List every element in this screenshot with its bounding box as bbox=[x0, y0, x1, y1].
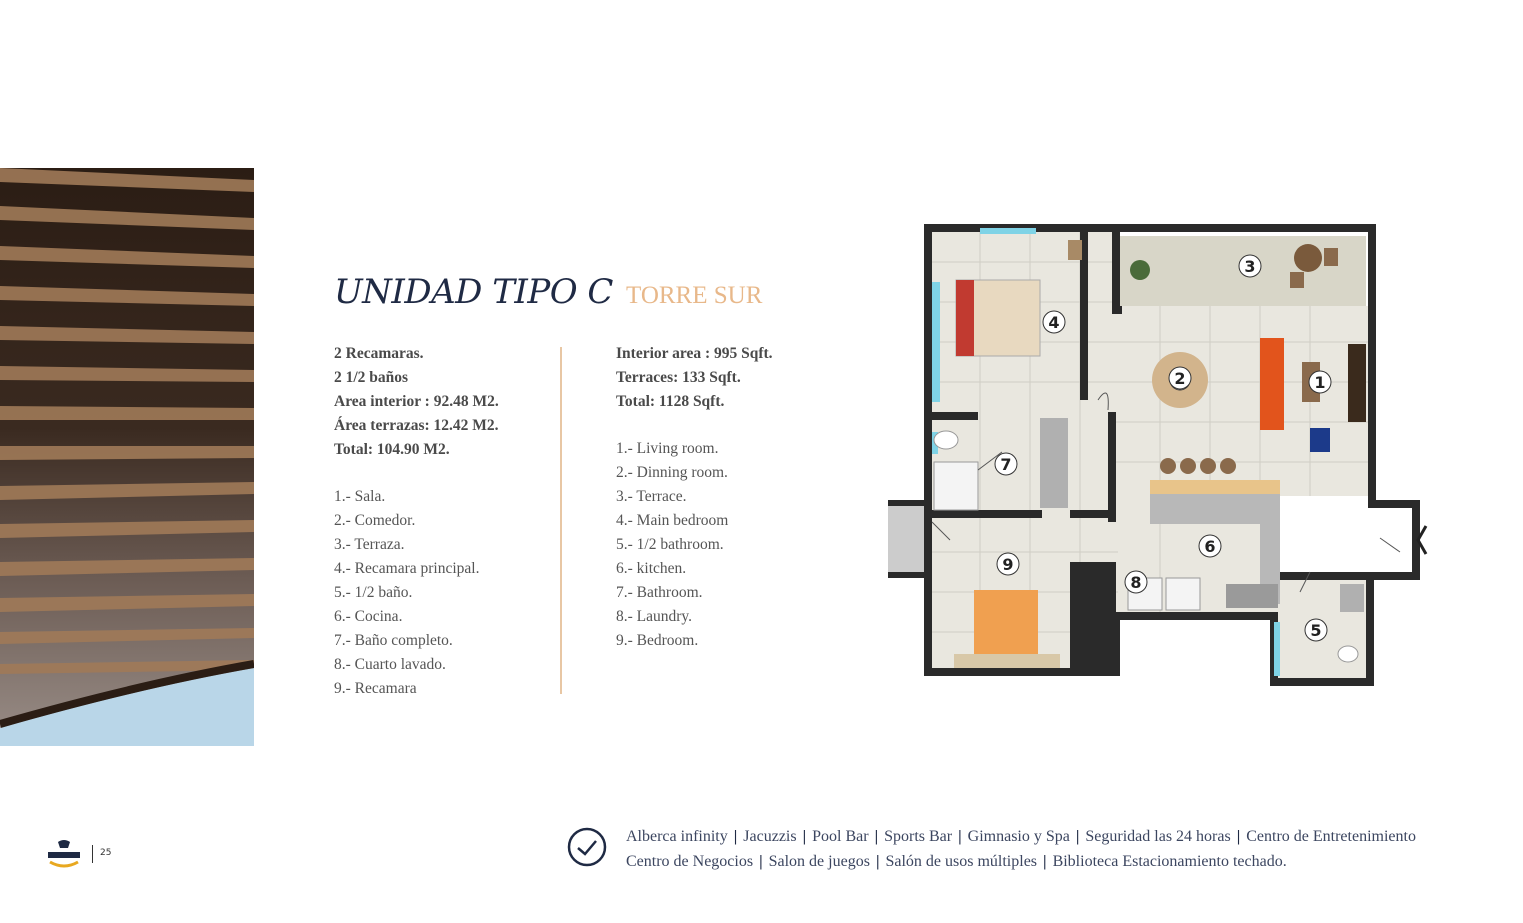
room-list-item: 1.- Living room. bbox=[616, 440, 719, 457]
floor-plan bbox=[880, 222, 1428, 688]
room-list-item: 5.- 1/2 baño. bbox=[334, 584, 413, 601]
amenities-line-1: Alberca infinity | Jacuzzis | Pool Bar | Sports Bar | Gimnasio y Spa | Seguridad las 24 horas | Centro de Entretenimiento bbox=[626, 828, 1416, 845]
room-list-item: 7.- Baño completo. bbox=[334, 632, 453, 649]
room-number: 1 bbox=[1314, 373, 1326, 392]
room-number: 8 bbox=[1130, 573, 1142, 592]
room-list-item: 6.- kitchen. bbox=[616, 560, 687, 577]
amenities-line-2: Centro de Negocios | Salon de juegos | Salón de usos múltiples | Biblioteca Estacionamiento techado. bbox=[626, 853, 1287, 870]
room-list-item: 7.- Bathroom. bbox=[616, 584, 703, 601]
amenities-list bbox=[626, 826, 1506, 876]
spec-line: Área terrazas: 12.42 M2. bbox=[334, 417, 499, 434]
page-title: UNIDAD TIPO C bbox=[334, 272, 613, 312]
amenity-item: Seguridad las 24 horas bbox=[1085, 828, 1231, 845]
spec-line: Area interior : 92.48 M2. bbox=[334, 393, 499, 410]
room-list-item: 5.- 1/2 bathroom. bbox=[616, 536, 724, 553]
room-number: 9 bbox=[1002, 555, 1014, 574]
room-list-item: 9.- Recamara bbox=[334, 680, 417, 697]
room-list-item: 6.- Cocina. bbox=[334, 608, 403, 625]
specs-english bbox=[616, 342, 773, 653]
room-number: 6 bbox=[1204, 537, 1216, 556]
amenity-item: Jacuzzis bbox=[743, 828, 797, 845]
room-list-item: 8.- Cuarto lavado. bbox=[334, 656, 446, 673]
room-list-item: 1.- Sala. bbox=[334, 488, 386, 505]
wood-slats-illustration bbox=[0, 168, 254, 746]
room-list-item: 8.- Laundry. bbox=[616, 608, 693, 625]
room-list-item: 2.- Comedor. bbox=[334, 512, 416, 529]
amenity-item: Pool Bar bbox=[812, 828, 869, 845]
spec-line: Interior area : 995 Sqft. bbox=[616, 345, 773, 362]
room-list-item: 4.- Main bedroom bbox=[616, 512, 729, 529]
title-row bbox=[334, 272, 762, 312]
amenity-item: Centro de Entretenimiento bbox=[1246, 828, 1416, 845]
wood-slats-photo bbox=[0, 168, 254, 746]
room-number: 7 bbox=[1000, 455, 1012, 474]
room-list-item: 2.- Dinning room. bbox=[616, 464, 728, 481]
room-list-item: 3.- Terraza. bbox=[334, 536, 405, 553]
room-number: 2 bbox=[1174, 369, 1186, 388]
page-number: 25 bbox=[100, 848, 112, 858]
amenity-item: Biblioteca Estacionamiento techado. bbox=[1052, 853, 1287, 870]
spec-line: Total: 1128 Sqft. bbox=[616, 393, 725, 410]
room-number: 4 bbox=[1048, 313, 1060, 332]
amenity-item: Alberca infinity bbox=[626, 828, 728, 845]
amenity-item: Centro de Negocios bbox=[626, 853, 754, 870]
brand-logo-icon bbox=[44, 838, 84, 872]
room-list-item: 4.- Recamara principal. bbox=[334, 560, 480, 577]
amenity-item: Salon de juegos bbox=[768, 853, 870, 870]
spec-line: 2 Recamaras. bbox=[334, 345, 424, 362]
amenity-item: Gimnasio y Spa bbox=[967, 828, 1070, 845]
amenity-item: Salón de usos múltiples bbox=[885, 853, 1038, 870]
specs-spanish bbox=[334, 342, 499, 701]
page-subtitle: TORRE SUR bbox=[626, 282, 763, 309]
spec-line: Terraces: 133 Sqft. bbox=[616, 369, 741, 386]
amenity-item: Sports Bar bbox=[884, 828, 953, 845]
room-list-item: 3.- Terrace. bbox=[616, 488, 687, 505]
spec-line: 2 1/2 baños bbox=[334, 369, 409, 386]
room-number: 3 bbox=[1244, 257, 1256, 276]
room-number: 5 bbox=[1310, 621, 1322, 640]
footer-separator bbox=[92, 845, 93, 863]
room-list-item: 9.- Bedroom. bbox=[616, 632, 699, 649]
column-divider bbox=[560, 347, 562, 694]
checkmark-circle-icon bbox=[566, 826, 608, 868]
spec-line: Total: 104.90 M2. bbox=[334, 441, 450, 458]
